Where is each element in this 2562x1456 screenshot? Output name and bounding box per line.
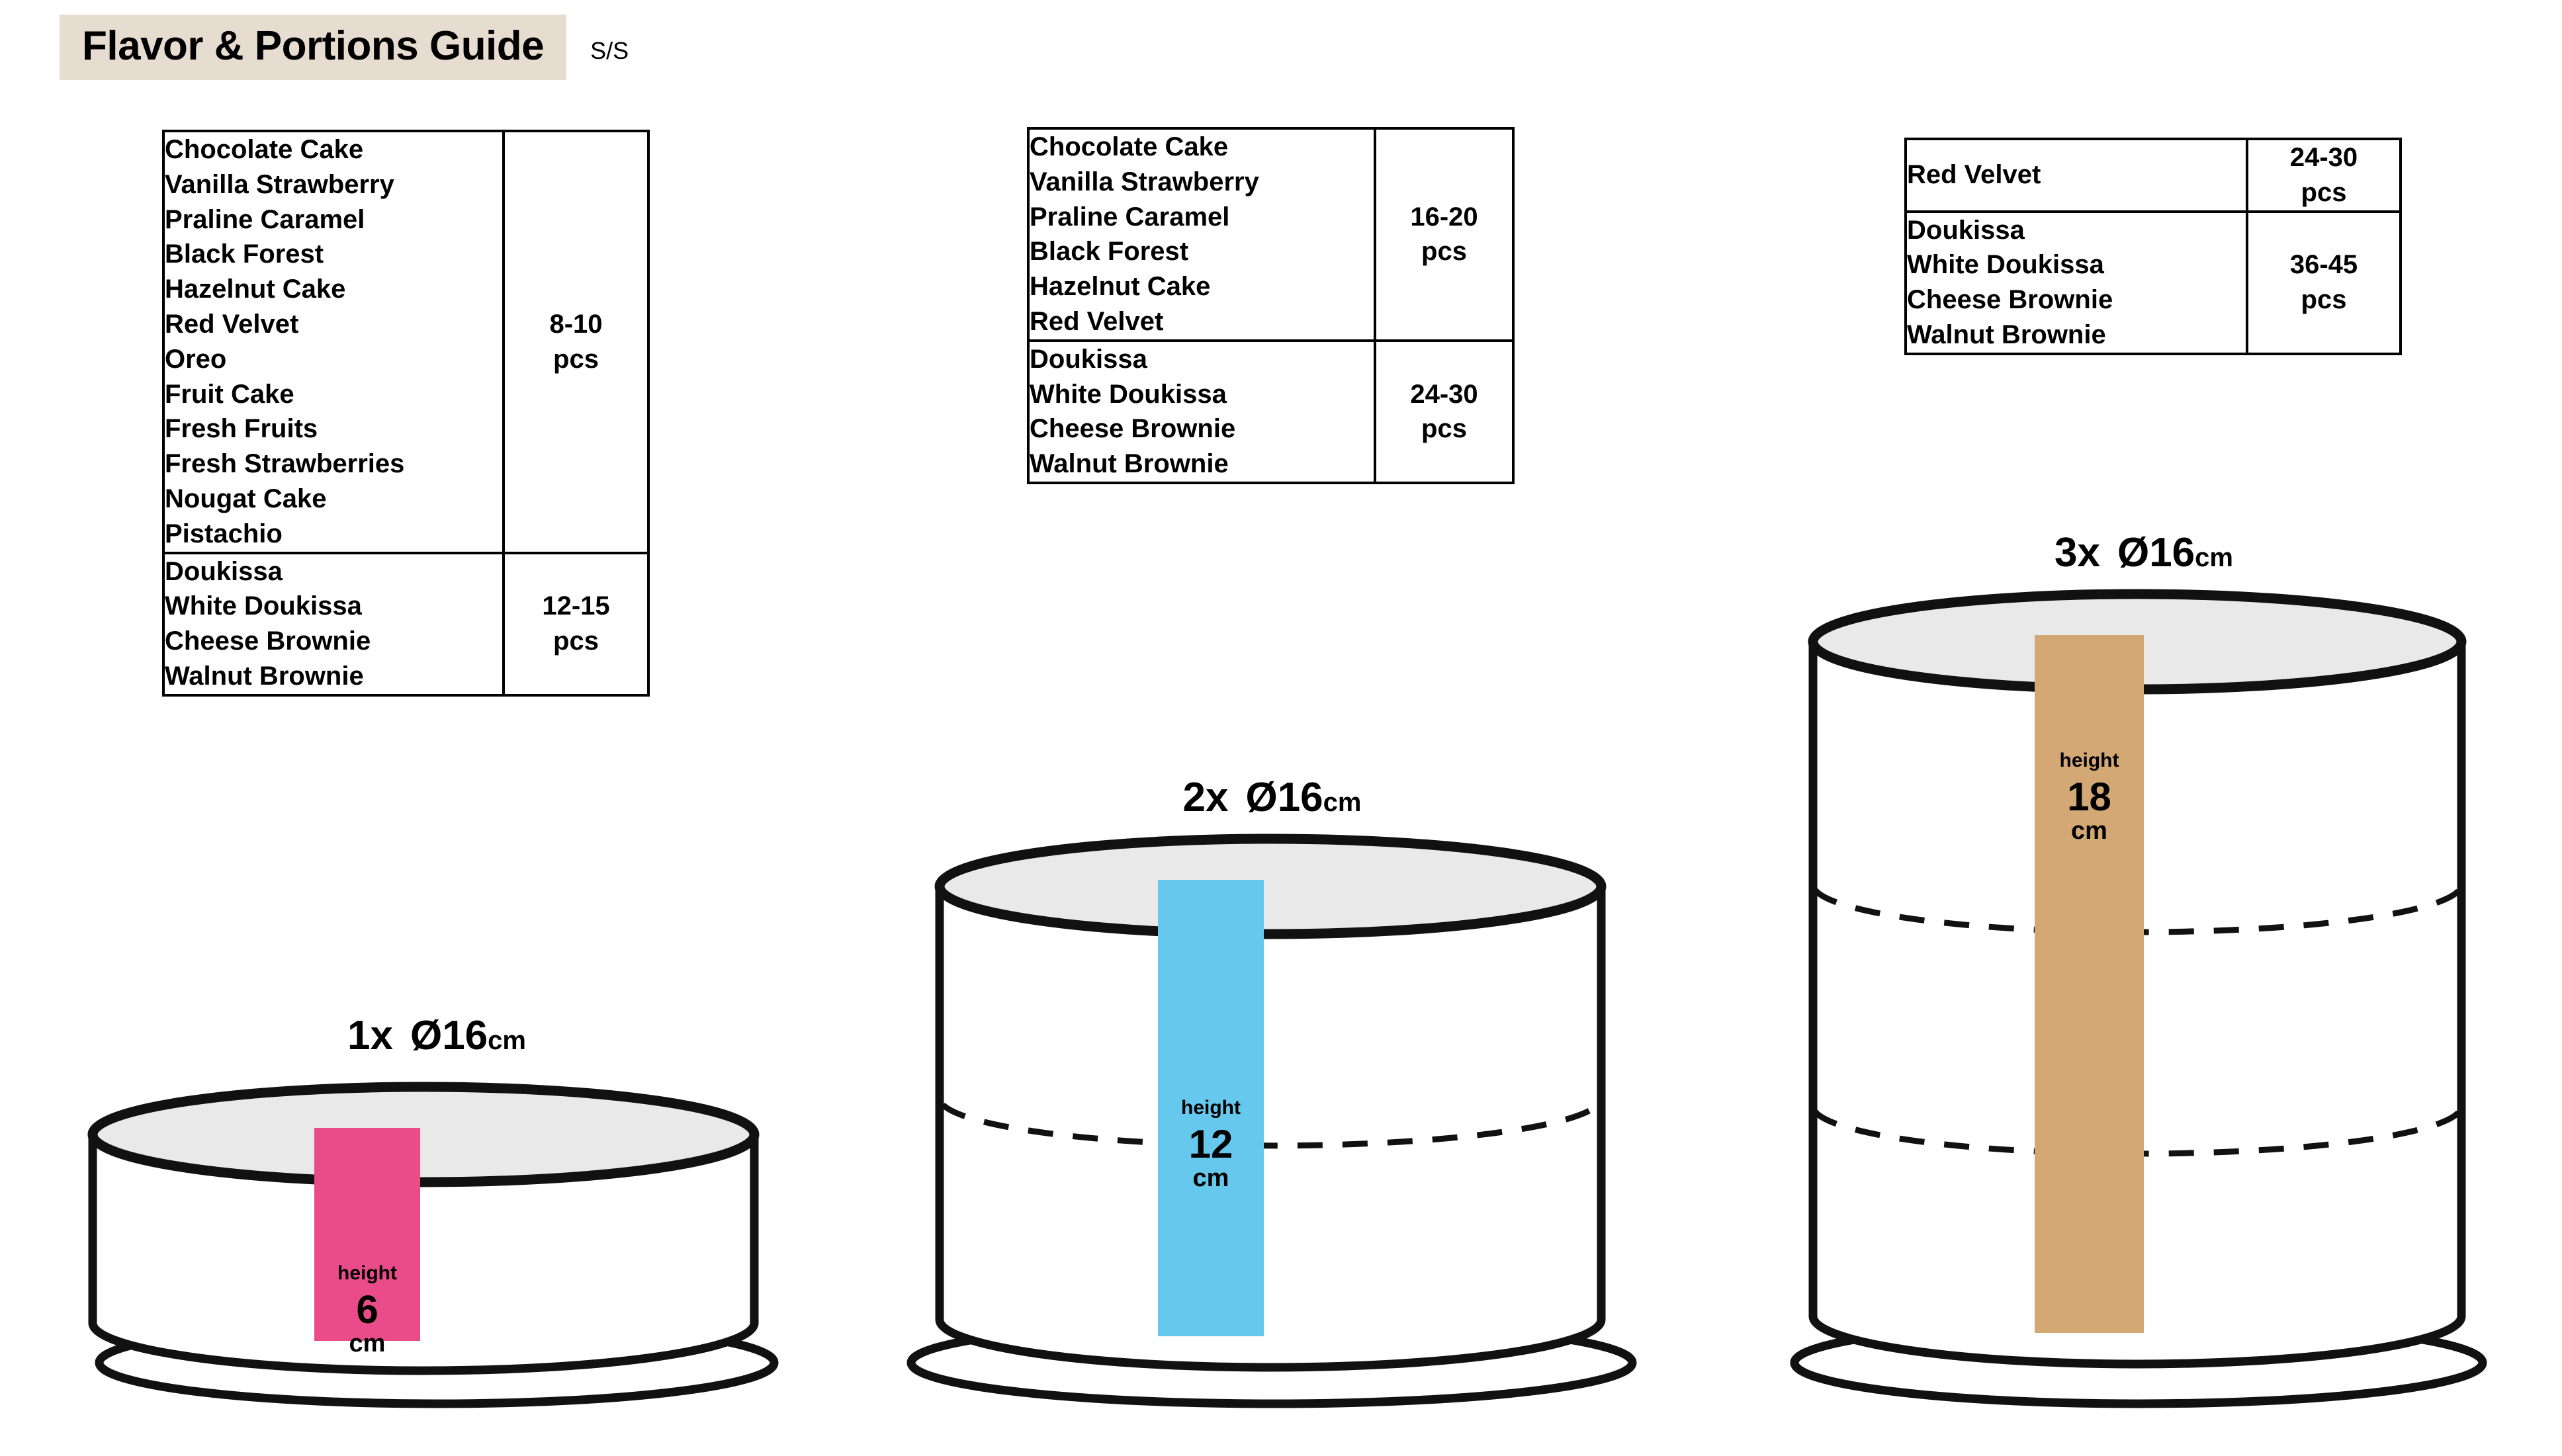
table-row [1028, 128, 1513, 341]
flavor-item: Hazelnut Cake [1030, 272, 1211, 302]
flavor-item: Vanilla Strawberry [165, 169, 394, 199]
height-annotation [2035, 751, 2144, 843]
cake-diameter: Ø16 [410, 1013, 488, 1058]
flavor-item: Cheese Brownie [165, 626, 371, 656]
flavor-item: Nougat Cake [165, 484, 327, 513]
portions-unit: pcs [1421, 237, 1467, 267]
flavor-item: Doukissa [1907, 215, 2025, 245]
flavor-item: Black Forest [165, 239, 324, 269]
portions-cell [1375, 341, 1513, 483]
flavor-list-cell [163, 131, 504, 553]
cake-top [93, 1087, 754, 1182]
cake-diameter-unit: cm [488, 1026, 526, 1055]
cake-multiplier: 2x [1182, 775, 1229, 820]
table-row [163, 553, 648, 695]
flavor-item: Chocolate Cake [165, 135, 364, 164]
table-row [1906, 139, 2401, 212]
portions-cell [1375, 128, 1513, 341]
flavor-list-cell [1028, 128, 1375, 341]
cake-diameter: Ø16 [2117, 530, 2195, 576]
cake-caption [1760, 529, 2528, 576]
height-annotation [1158, 1098, 1264, 1191]
portions-unit: pcs [1421, 414, 1467, 444]
cake-caption [53, 1012, 820, 1059]
flavor-item: White Doukissa [1907, 250, 2104, 280]
cake-multiplier: 3x [2054, 530, 2100, 576]
flavor-item: Chocolate Cake [1030, 132, 1229, 161]
flavor-item: Walnut Brownie [165, 661, 364, 691]
flavor-item: Red Velvet [165, 309, 299, 339]
cake-shape-two-tier [867, 774, 1677, 1409]
cake-diameter: Ø16 [1245, 775, 1323, 820]
flavor-item: Praline Caramel [1030, 202, 1230, 232]
cake-diagram-three-tier [1760, 529, 2528, 1409]
portions-range: 36-45 [2289, 250, 2358, 280]
flavor-list-cell [1906, 139, 2247, 212]
flavor-item: Vanilla Strawberry [1030, 167, 1259, 196]
cake-shape-three-tier [1760, 529, 2528, 1409]
height-annotation [314, 1263, 420, 1356]
portions-cell [2247, 139, 2401, 212]
flavor-item: Cheese Brownie [1030, 414, 1236, 444]
flavor-list-cell [1028, 341, 1375, 483]
cake-diagram-one-tier [53, 1012, 820, 1409]
page-title: Flavor & Portions Guide [82, 23, 545, 69]
title-highlight-box [60, 15, 566, 80]
height-word: height [337, 1262, 397, 1284]
portions-unit: pcs [2301, 177, 2347, 207]
flavor-item: Oreo [165, 344, 227, 374]
flavor-item: Fresh Strawberries [165, 449, 405, 479]
cake-caption [867, 774, 1677, 821]
flavor-item: White Doukissa [165, 591, 362, 621]
flavor-item: White Doukissa [1030, 379, 1227, 409]
height-unit: cm [2071, 817, 2107, 845]
cake-diameter-unit: cm [2195, 543, 2233, 572]
flavor-item: Hazelnut Cake [165, 275, 346, 304]
flavor-item: Cheese Brownie [1907, 285, 2113, 315]
cake-shape-one-tier [53, 1012, 820, 1409]
height-value: 18 [2067, 775, 2111, 819]
height-word: height [2059, 749, 2119, 771]
portions-unit: pcs [553, 344, 599, 374]
portions-table-one-tier [162, 130, 650, 697]
portions-cell [504, 553, 648, 695]
flavor-item: Doukissa [1030, 344, 1147, 374]
cake-body [940, 886, 1601, 1367]
cake-diameter-unit: cm [1323, 788, 1362, 817]
flavor-item: Pistachio [165, 519, 283, 548]
portions-range: 24-30 [1410, 379, 1478, 409]
portions-range: 24-30 [2289, 143, 2358, 172]
flavor-list-cell [163, 553, 504, 695]
portions-range: 12-15 [542, 591, 610, 621]
portions-range: 16-20 [1410, 202, 1478, 232]
flavor-item: Fresh Fruits [165, 414, 318, 444]
height-value: 6 [356, 1287, 378, 1332]
flavor-item: Black Forest [1030, 237, 1189, 267]
height-unit: cm [349, 1330, 386, 1357]
flavor-item: Walnut Brownie [1030, 449, 1229, 479]
table-row [1028, 341, 1513, 483]
flavor-item: Red Velvet [1030, 306, 1164, 336]
flavor-item: Fruit Cake [165, 379, 294, 409]
season-label: S/S [590, 36, 629, 64]
height-band [2035, 635, 2144, 1333]
portions-table-two-tier [1027, 127, 1515, 484]
table-row [163, 131, 648, 553]
portions-range: 8-10 [549, 309, 603, 339]
height-value: 12 [1188, 1122, 1233, 1166]
portions-cell [504, 131, 648, 553]
cake-diagram-two-tier [867, 774, 1677, 1409]
flavor-item: Doukissa [165, 556, 283, 586]
flavor-item: Red Velvet [1907, 160, 2041, 190]
height-unit: cm [1192, 1164, 1229, 1192]
flavor-item: Praline Caramel [165, 204, 365, 234]
page-header [60, 15, 629, 80]
portions-unit: pcs [553, 626, 599, 656]
height-word: height [1181, 1097, 1241, 1119]
table-row [1906, 212, 2401, 354]
flavor-list-cell [1906, 212, 2247, 354]
cake-top [940, 839, 1601, 934]
portions-table-three-tier [1904, 138, 2402, 355]
cake-multiplier: 1x [347, 1013, 393, 1058]
portions-unit: pcs [2301, 285, 2347, 315]
flavor-item: Walnut Brownie [1907, 320, 2106, 349]
portions-cell [2247, 212, 2401, 354]
